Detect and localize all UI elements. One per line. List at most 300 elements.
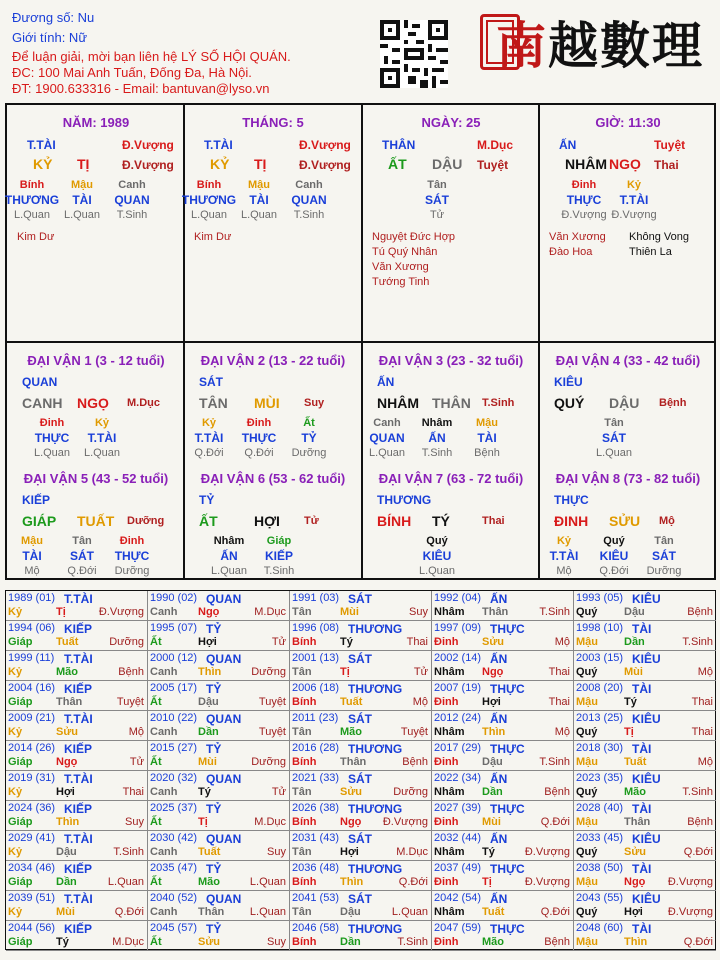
pillar-title: GIỜ: 11:30 xyxy=(595,115,661,130)
year-state: Dưỡng xyxy=(251,666,286,678)
year-cell xyxy=(6,891,148,921)
year-ss: TÀI xyxy=(632,802,652,816)
hidden-ss: THƯƠNG xyxy=(4,193,60,207)
year-state: Bệnh xyxy=(687,816,713,828)
year-ss: ẤN xyxy=(490,652,508,666)
hidden-state: L.Quan xyxy=(33,447,71,459)
dai-van-chi: HỢI xyxy=(254,513,280,529)
hidden-state: Q.Đới xyxy=(599,565,629,577)
hidden-ss: KIÊU xyxy=(599,549,629,563)
year-can: Giáp xyxy=(8,936,33,948)
dai-van-ss: QUAN xyxy=(22,375,58,389)
dai-van-ss: KIÊU xyxy=(554,375,583,389)
hidden-can: Canh xyxy=(118,179,146,191)
year-cell xyxy=(6,711,148,741)
year-can: Đinh xyxy=(434,936,459,948)
year-ss: THƯƠNG xyxy=(348,742,403,756)
year-cell xyxy=(148,861,290,891)
year-state: Thai xyxy=(691,726,713,738)
year-cell xyxy=(148,771,290,801)
year-state: Tử xyxy=(413,666,428,678)
chi-state: Tuyệt xyxy=(477,158,509,172)
dai-van-can: ĐINH xyxy=(554,513,589,529)
dai-van-can: CANH xyxy=(22,395,63,411)
year-state: Tử xyxy=(271,786,286,798)
year-can: Canh xyxy=(150,846,178,858)
year-can: Kỷ xyxy=(8,606,23,618)
year-ss: T.TÀI xyxy=(64,712,93,726)
year-state: Bệnh xyxy=(544,786,570,798)
dai-van-title: ĐẠI VẬN 8 (73 - 82 tuổi) xyxy=(555,471,701,486)
dai-van-can: TÂN xyxy=(199,395,228,411)
year-label: 2001 (13) xyxy=(292,652,340,664)
year-label: 2046 (58) xyxy=(292,922,340,934)
year-state: Thai xyxy=(691,696,713,708)
year-cell xyxy=(148,591,290,621)
hidden-ss: TÀI xyxy=(477,431,497,445)
hidden-can: Đinh xyxy=(246,417,272,429)
year-cell xyxy=(290,891,432,921)
year-chi: Thân xyxy=(340,756,367,768)
hidden-state: L.Quan xyxy=(63,209,101,221)
hidden-state: T.Sinh xyxy=(263,565,295,577)
year-state: Q.Đới xyxy=(683,936,713,948)
year-ss: T.TÀI xyxy=(64,772,93,786)
hidden-can: Mậu xyxy=(248,179,270,191)
year-label: 2038 (50) xyxy=(576,862,624,874)
year-chi: Tý xyxy=(56,936,69,948)
dai-van-title: ĐẠI VẬN 2 (13 - 22 tuổi) xyxy=(200,353,346,368)
thien-can: ẤT xyxy=(388,156,407,172)
year-cell xyxy=(432,621,574,651)
year-label: 1992 (04) xyxy=(434,592,482,604)
year-state: Thai xyxy=(548,666,570,678)
year-label: 1990 (02) xyxy=(150,592,198,604)
year-state: T.Sinh xyxy=(113,846,144,858)
hidden-can: Giáp xyxy=(266,535,292,547)
year-label: 2032 (44) xyxy=(434,832,482,844)
year-cell xyxy=(148,621,290,651)
year-label: 1993 (05) xyxy=(576,592,624,604)
year-ss: SÁT xyxy=(348,652,372,666)
hidden-ss: SÁT xyxy=(70,549,94,563)
year-cell xyxy=(6,921,148,951)
year-chi: Mùi xyxy=(624,666,643,678)
pillar-title: THÁNG: 5 xyxy=(242,115,304,130)
dia-chi: TỊ xyxy=(254,156,267,172)
year-state: M.Dục xyxy=(254,816,286,828)
contact-note: Để luận giải, mời bạn liên hệ LÝ SỐ HỘI QUÁN. xyxy=(12,49,291,64)
hidden-can: Nhâm xyxy=(213,535,245,547)
year-state: L.Quan xyxy=(249,876,286,888)
year-ss: TÀI xyxy=(632,862,652,876)
year-state: Đ.Vượng xyxy=(98,606,144,618)
hidden-can: Bính xyxy=(196,179,222,191)
year-ss: KIÊU xyxy=(632,892,661,906)
year-cell xyxy=(432,741,574,771)
year-can: Nhâm xyxy=(434,666,465,678)
year-state: Tuyệt xyxy=(258,696,286,708)
year-cell xyxy=(574,831,716,861)
hidden-ss: THỰC xyxy=(34,431,70,445)
year-state: Mộ xyxy=(554,726,570,738)
year-cell xyxy=(574,591,716,621)
year-ss: THỰC xyxy=(490,682,525,696)
year-state: Tuyệt xyxy=(400,726,428,738)
hidden-can: Canh xyxy=(295,179,323,191)
hidden-can: Canh xyxy=(373,417,401,429)
hidden-state: L.Quan xyxy=(190,209,228,221)
year-cell xyxy=(574,711,716,741)
dai-van-chi: DẬU xyxy=(609,395,640,411)
year-ss: KIẾP xyxy=(64,742,93,756)
hidden-can: Kỷ xyxy=(201,417,217,429)
year-state: Suy xyxy=(409,606,428,618)
year-can: Đinh xyxy=(434,876,459,888)
dia-chi: TỊ xyxy=(77,156,90,172)
hidden-can: Quý xyxy=(603,535,625,547)
dai-van-ss: TỶ xyxy=(199,493,215,507)
year-cell xyxy=(432,921,574,951)
year-chi: Hợi xyxy=(482,696,501,708)
year-chi: Sửu xyxy=(198,936,221,948)
year-chi: Thân xyxy=(56,696,83,708)
year-label: 2037 (49) xyxy=(434,862,482,874)
year-label: 2016 (28) xyxy=(292,742,340,754)
hidden-can: Kỷ xyxy=(626,179,642,191)
year-can: Bính xyxy=(292,876,317,888)
year-can: Nhâm xyxy=(434,906,465,918)
hidden-ss: THƯƠNG xyxy=(181,193,237,207)
year-label: 2024 (36) xyxy=(8,802,56,814)
year-can: Giáp xyxy=(8,876,33,888)
hidden-state: L.Quan xyxy=(210,565,248,577)
year-can: Ất xyxy=(150,636,162,648)
year-state: L.Quan xyxy=(391,906,428,918)
hidden-ss: KIẾP xyxy=(264,549,293,563)
hidden-ss: QUAN xyxy=(369,431,405,445)
hidden-ss: TÀI xyxy=(72,193,92,207)
hidden-state: Đ.Vượng xyxy=(561,209,607,221)
year-ss: T.TÀI xyxy=(64,652,93,666)
year-label: 2029 (41) xyxy=(8,832,56,844)
year-chi: Ngọ xyxy=(624,876,646,888)
hidden-can: Đinh xyxy=(39,417,65,429)
year-ss: QUAN xyxy=(206,592,242,606)
year-state: Đ.Vượng xyxy=(382,816,428,828)
year-chi: Mùi xyxy=(198,756,217,768)
year-label: 1989 (01) xyxy=(8,592,56,604)
dai-van-ss: SÁT xyxy=(199,375,223,389)
year-can: Đinh xyxy=(434,756,459,768)
year-can: Kỷ xyxy=(8,666,23,678)
year-ss: TÀI xyxy=(632,622,652,636)
hidden-can: Quý xyxy=(426,535,448,547)
hidden-can: Tân xyxy=(72,535,92,547)
year-ss: T.TÀI xyxy=(64,832,93,846)
year-can: Ất xyxy=(150,936,162,948)
dai-van-state: Suy xyxy=(304,397,325,409)
year-can: Tân xyxy=(292,726,312,738)
year-chi: Ngọ xyxy=(340,816,362,828)
hidden-ss: THỰC xyxy=(566,193,602,207)
year-cell xyxy=(432,651,574,681)
ss-can: T.TÀI xyxy=(204,138,233,152)
year-state: Đ.Vượng xyxy=(524,876,570,888)
year-can: Giáp xyxy=(8,636,33,648)
year-ss: THƯƠNG xyxy=(348,922,403,936)
year-chi: Mão xyxy=(198,876,220,888)
dai-van-title: ĐẠI VẬN 1 (3 - 12 tuổi) xyxy=(27,353,165,368)
year-state: L.Quan xyxy=(249,906,286,918)
dai-van-chi: TÝ xyxy=(432,513,450,529)
hidden-state: Q.Đới xyxy=(194,447,224,459)
year-state: Tử xyxy=(271,636,286,648)
year-ss: QUAN xyxy=(206,712,242,726)
year-cell xyxy=(574,621,716,651)
year-chi: Thân xyxy=(482,606,509,618)
year-chi: Mùi xyxy=(56,906,75,918)
year-state: Mộ xyxy=(697,666,713,678)
year-cell xyxy=(432,891,574,921)
ss-chi: Đ.Vượng xyxy=(299,138,351,152)
hidden-ss: T.TÀI xyxy=(194,431,224,445)
year-chi: Thân xyxy=(624,816,651,828)
year-chi: Tị xyxy=(482,876,492,888)
year-ss: QUAN xyxy=(206,652,242,666)
year-can: Canh xyxy=(150,726,178,738)
hidden-state: L.Quan xyxy=(83,447,121,459)
year-ss: SÁT xyxy=(348,592,372,606)
hidden-ss: TỶ xyxy=(301,431,317,445)
year-state: Đ.Vượng xyxy=(524,846,570,858)
year-can: Mậu xyxy=(576,756,598,768)
year-label: 2003 (15) xyxy=(576,652,624,664)
hidden-ss: THỰC xyxy=(241,431,277,445)
than-sat: Không Vong xyxy=(629,231,689,243)
hidden-state: L.Quan xyxy=(240,209,278,221)
year-ss: ẤN xyxy=(490,892,508,906)
year-chi: Dậu xyxy=(340,906,361,918)
year-cell xyxy=(574,681,716,711)
hidden-ss: QUAN xyxy=(114,193,150,207)
year-ss: T.TÀI xyxy=(64,892,93,906)
thien-can: KỶ xyxy=(210,156,230,172)
year-chi: Ngọ xyxy=(482,666,504,678)
year-cell xyxy=(290,861,432,891)
year-ss: KIÊU xyxy=(632,652,661,666)
year-state: Mộ xyxy=(128,726,144,738)
year-label: 2017 (29) xyxy=(434,742,482,754)
year-label: 2010 (22) xyxy=(150,712,198,724)
hidden-can: Ất xyxy=(303,417,315,429)
year-state: T.Sinh xyxy=(397,936,428,948)
hidden-ss: T.TÀI xyxy=(87,431,117,445)
year-cell xyxy=(574,891,716,921)
year-label: 2026 (38) xyxy=(292,802,340,814)
year-chi: Tị xyxy=(624,726,634,738)
year-state: Q.Đới xyxy=(114,906,144,918)
than-sat: Tú Quý Nhân xyxy=(372,246,438,258)
year-cell xyxy=(432,771,574,801)
year-ss: THỰC xyxy=(490,742,525,756)
year-chi: Tị xyxy=(198,816,208,828)
year-cell xyxy=(6,861,148,891)
dai-van-ss: THỰC xyxy=(554,493,589,507)
year-can: Tân xyxy=(292,606,312,618)
ss-chi: M.Dục xyxy=(477,138,513,152)
dai-van-chi: THÂN xyxy=(432,395,471,411)
than-sat: Nguyệt Đức Hợp xyxy=(372,231,456,243)
year-cell xyxy=(6,801,148,831)
year-ss: KIÊU xyxy=(632,772,661,786)
thien-can: KỶ xyxy=(33,156,53,172)
year-chi: Dậu xyxy=(56,846,77,858)
year-cell xyxy=(432,681,574,711)
year-chi: Tị xyxy=(340,666,350,678)
year-chi: Dậu xyxy=(198,696,219,708)
year-ss: THƯƠNG xyxy=(348,802,403,816)
year-label: 2041 (53) xyxy=(292,892,340,904)
year-ss: QUAN xyxy=(206,832,242,846)
year-can: Kỷ xyxy=(8,726,23,738)
year-can: Canh xyxy=(150,666,178,678)
year-can: Quý xyxy=(576,606,598,618)
year-label: 2021 (33) xyxy=(292,772,340,784)
year-label: 2012 (24) xyxy=(434,712,482,724)
hidden-state: Dưỡng xyxy=(646,565,682,577)
dai-van-chi: NGỌ xyxy=(77,395,109,411)
year-ss: ẤN xyxy=(490,772,508,786)
year-state: T.Sinh xyxy=(682,786,713,798)
year-state: Q.Đới xyxy=(398,876,428,888)
year-ss: ẤN xyxy=(490,592,508,606)
year-chi: Thân xyxy=(198,906,225,918)
dia-chi: NGỌ xyxy=(609,156,641,172)
year-label: 2027 (39) xyxy=(434,802,482,814)
hidden-can: Kỷ xyxy=(94,417,110,429)
year-can: Ất xyxy=(150,756,162,768)
year-chi: Dần xyxy=(198,726,219,738)
year-chi: Tuất xyxy=(624,756,647,768)
year-ss: KIÊU xyxy=(632,832,661,846)
year-cell xyxy=(574,921,716,951)
year-cell xyxy=(290,711,432,741)
year-state: Tuyệt xyxy=(258,726,286,738)
hidden-can: Mậu xyxy=(476,417,498,429)
year-cell xyxy=(148,681,290,711)
ss-chi: Đ.Vượng xyxy=(122,138,174,152)
dai-van-state: Tử xyxy=(304,515,319,527)
chi-state: Đ.Vượng xyxy=(299,158,351,172)
year-ss: TỶ xyxy=(206,802,222,816)
year-state: Q.Đới xyxy=(540,816,570,828)
hidden-ss: TÀI xyxy=(22,549,42,563)
year-state: Đ.Vượng xyxy=(667,876,713,888)
hidden-state: T.Sinh xyxy=(116,209,148,221)
year-can: Mậu xyxy=(576,816,598,828)
hidden-can: Mậu xyxy=(71,179,93,191)
year-ss: TÀI xyxy=(632,742,652,756)
hidden-can: Tân xyxy=(654,535,674,547)
hidden-ss: SÁT xyxy=(425,193,449,207)
hidden-state: L.Quan xyxy=(13,209,51,221)
year-can: Canh xyxy=(150,906,178,918)
year-cell xyxy=(290,741,432,771)
year-label: 1997 (09) xyxy=(434,622,482,634)
pillar-title: NGÀY: 25 xyxy=(421,115,481,130)
hidden-state: Đ.Vượng xyxy=(611,209,657,221)
year-state: Tử xyxy=(129,756,144,768)
hidden-state: Mộ xyxy=(556,565,572,577)
year-label: 1995 (07) xyxy=(150,622,198,634)
year-chi: Tị xyxy=(56,606,66,618)
than-sat: Kim Dư xyxy=(17,231,55,243)
hidden-ss: ẤN xyxy=(428,431,446,445)
year-can: Nhâm xyxy=(434,786,465,798)
year-label: 2013 (25) xyxy=(576,712,624,724)
hidden-ss: T.TÀI xyxy=(549,549,579,563)
hidden-ss: SÁT xyxy=(652,549,676,563)
year-state: Suy xyxy=(267,846,286,858)
year-ss: ẤN xyxy=(490,712,508,726)
year-cell xyxy=(290,591,432,621)
year-cell xyxy=(6,831,148,861)
year-state: L.Quan xyxy=(107,876,144,888)
phone-email: ĐT: 1900.633316 - Email: bantuvan@lyso.vn xyxy=(12,81,270,96)
year-ss: KIẾP xyxy=(64,922,93,936)
hidden-can: Mậu xyxy=(21,535,43,547)
year-ss: SÁT xyxy=(348,832,372,846)
year-chi: Hợi xyxy=(56,786,75,798)
year-state: Q.Đới xyxy=(683,846,713,858)
dai-van-chi: MÙI xyxy=(254,395,280,411)
year-label: 1999 (11) xyxy=(8,652,55,664)
year-label: 2014 (26) xyxy=(8,742,56,754)
year-state: Bệnh xyxy=(544,936,570,948)
year-ss: THƯƠNG xyxy=(348,682,403,696)
year-ss: KIẾP xyxy=(64,802,93,816)
year-state: M.Dục xyxy=(112,936,144,948)
year-cell xyxy=(6,591,148,621)
year-can: Quý xyxy=(576,726,598,738)
year-label: 2034 (46) xyxy=(8,862,56,874)
year-cell xyxy=(574,801,716,831)
year-label: 1996 (08) xyxy=(292,622,340,634)
year-state: Thai xyxy=(122,786,144,798)
year-chi: Sửu xyxy=(482,636,505,648)
year-cell xyxy=(148,741,290,771)
year-state: Mộ xyxy=(412,696,428,708)
dai-van-ss: ẤN xyxy=(377,375,395,389)
ss-can: THÂN xyxy=(382,138,416,152)
year-ss: SÁT xyxy=(348,712,372,726)
year-ss: KIÊU xyxy=(632,712,661,726)
year-state: Dưỡng xyxy=(393,786,428,798)
year-chi: Mão xyxy=(482,936,504,948)
year-chi: Dậu xyxy=(624,606,645,618)
hidden-can: Kỷ xyxy=(556,535,572,547)
year-chi: Thìn xyxy=(624,936,648,948)
logo-text: 南越數理 xyxy=(496,16,704,75)
year-cell xyxy=(148,891,290,921)
year-cell xyxy=(432,861,574,891)
dai-van-title: ĐẠI VẬN 7 (63 - 72 tuổi) xyxy=(378,471,524,486)
year-can: Nhâm xyxy=(434,726,465,738)
year-label: 1998 (10) xyxy=(576,622,624,634)
year-chi: Sửu xyxy=(624,846,647,858)
year-can: Kỷ xyxy=(8,906,23,918)
